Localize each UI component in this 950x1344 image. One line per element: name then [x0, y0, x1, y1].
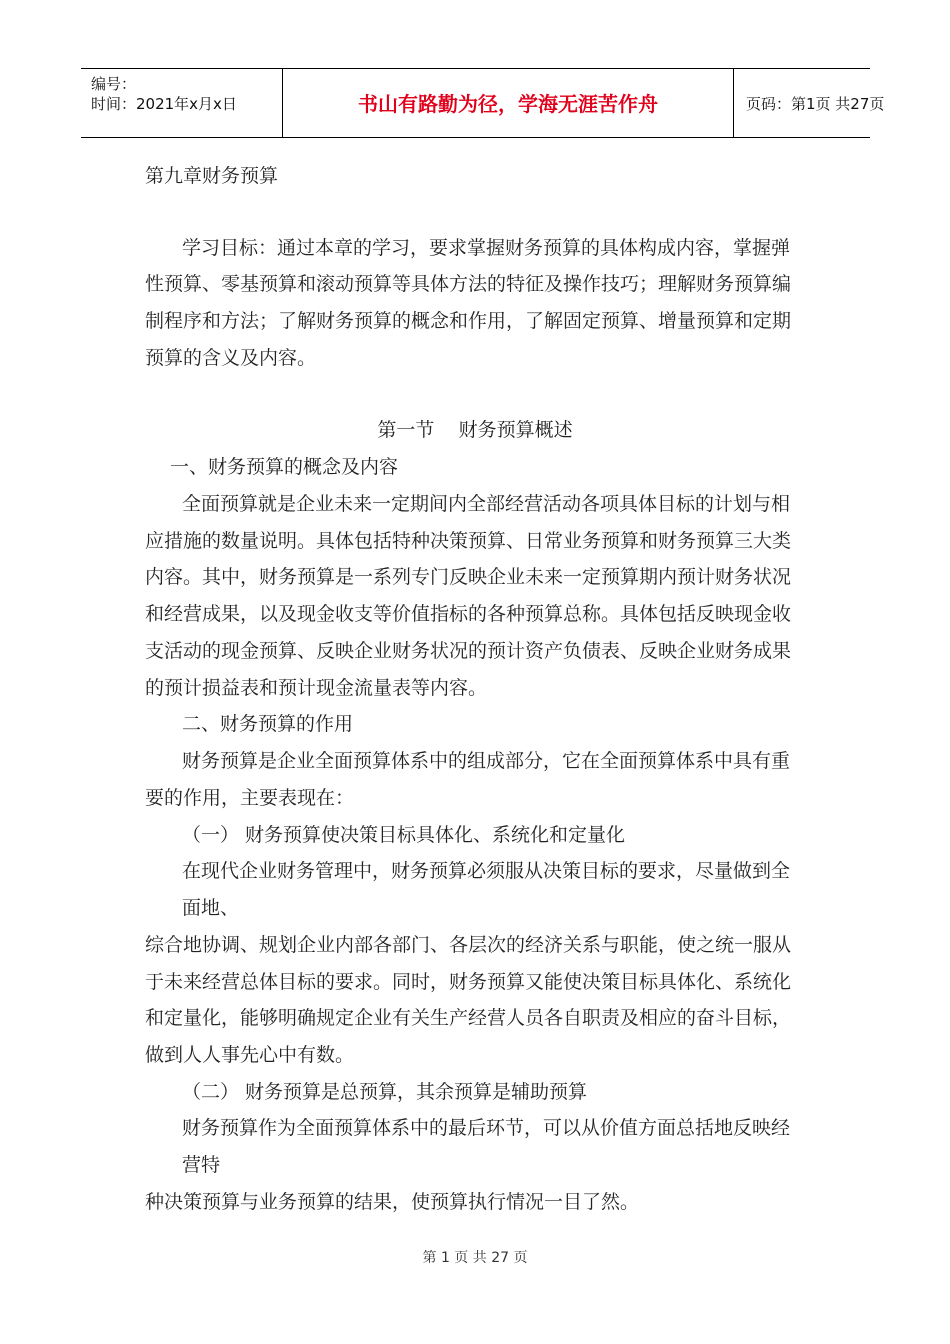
paragraph-line: 支活动的现金预算、反映企业财务状况的预计资产负债表、反映企业财务成果 [145, 640, 792, 662]
objective-line: 预算的含义及内容。 [145, 347, 317, 369]
section-title: 第一节 财务预算概述 [377, 419, 573, 441]
header-page-cell [734, 69, 885, 137]
paragraph-line: 和定量化，能够明确规定企业有关生产经营人员各自职责及相应的奋斗目标， [145, 1007, 792, 1029]
subheading-2: （二） 财务预算是总预算，其余预算是辅助预算 [182, 1081, 588, 1103]
paragraph-line: 种决策预算与业务预算的结果，使预算执行情况一目了然。 [145, 1191, 640, 1213]
date-line: 时间：2021年x月x日 [91, 95, 237, 113]
page-code: 页码：第1页 共27页 [746, 95, 885, 113]
document-header [81, 68, 885, 138]
header-meta-cell [81, 69, 282, 137]
paragraph-line: 于未来经营总体目标的要求。同时，财务预算又能使决策目标具体化、系统化 [145, 971, 792, 993]
paragraph-line: 应措施的数量说明。具体包括特种决策预算、日常业务预算和财务预算三大类 [145, 530, 792, 552]
paragraph-line: 做到人人事先心中有数。 [145, 1044, 355, 1066]
paragraph-line: 面地、 [182, 897, 240, 919]
objective-line: 性预算、零基预算和滚动预算等具体方法的特征及操作技巧；理解财务预算编 [145, 273, 792, 295]
subheading-1: （一） 财务预算使决策目标具体化、系统化和定量化 [182, 824, 626, 846]
paragraph-line: 全面预算就是企业未来一定期间内全部经营活动各项具体目标的计划与相 [182, 493, 791, 515]
objective-line: 学习目标：通过本章的学习，要求掌握财务预算的具体构成内容，掌握弹 [182, 237, 791, 259]
paragraph-line: 和经营成果，以及现金收支等价值指标的各种预算总称。具体包括反映现金收 [145, 603, 792, 625]
paragraph-line: 营特 [182, 1154, 221, 1176]
heading-concept: 一、财务预算的概念及内容 [170, 456, 399, 478]
header-motto-cell [282, 69, 734, 137]
paragraph-line: 内容。其中，财务预算是一系列专门反映企业未来一定预算期内预计财务状况 [145, 566, 792, 588]
paragraph-line: 的预计损益表和预计现金流量表等内容。 [145, 677, 488, 699]
paragraph-line: 在现代企业财务管理中，财务预算必须服从决策目标的要求，尽量做到全 [182, 860, 791, 882]
number-label: 编号： [91, 75, 137, 93]
paragraph-line: 要的作用，主要表现在： [145, 787, 355, 809]
heading-role: 二、财务预算的作用 [182, 713, 354, 735]
paragraph-line: 财务预算是企业全面预算体系中的组成部分，它在全面预算体系中具有重 [182, 750, 791, 772]
paragraph-line: 综合地协调、规划企业内部各部门、各层次的经济关系与职能，使之统一服从 [145, 934, 792, 956]
paragraph-line: 财务预算作为全面预算体系中的最后环节，可以从价值方面总括地反映经 [182, 1117, 791, 1139]
motto-text: 书山有路勤为径，学海无涯苦作舟 [358, 92, 658, 116]
chapter-title: 第九章财务预算 [145, 165, 279, 187]
page-footer: 第 1 页 共 27 页 [422, 1250, 528, 1266]
objective-line: 制程序和方法；了解财务预算的概念和作用，了解固定预算、增量预算和定期 [145, 310, 792, 332]
